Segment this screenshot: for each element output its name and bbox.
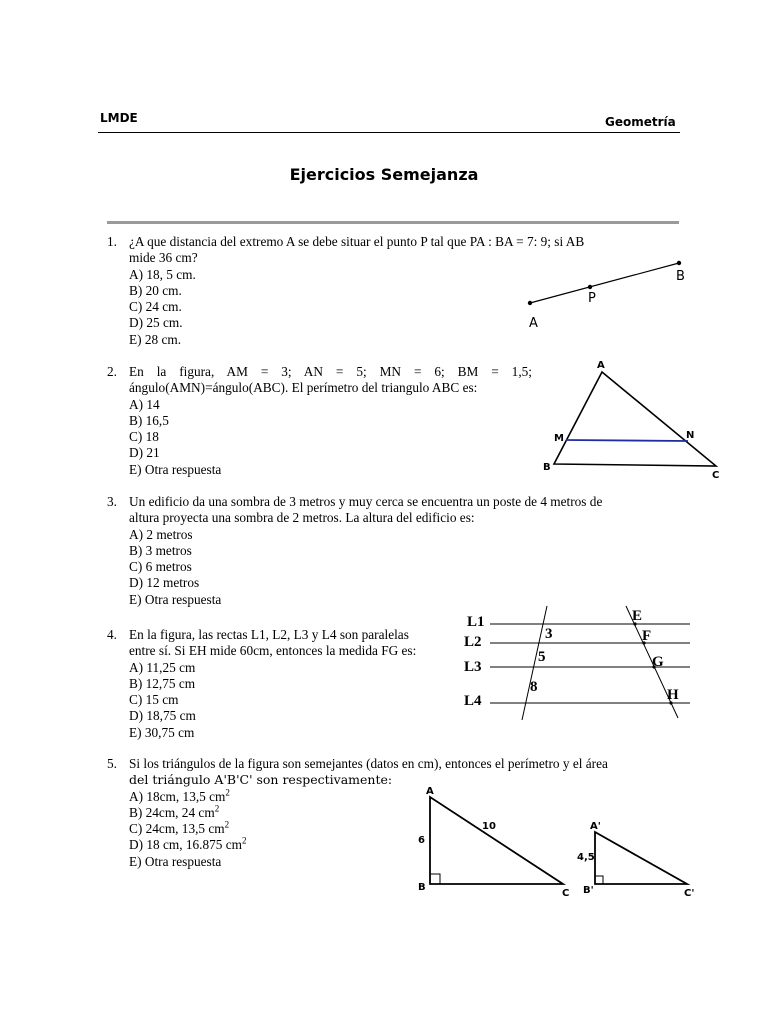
side-length: 6 [418, 835, 425, 846]
point-label: F [642, 628, 652, 644]
side-length: 4,5 [577, 852, 595, 863]
side-length: 10 [482, 821, 496, 832]
segment-value: 8 [530, 679, 538, 695]
answer-option: D) 18 cm, 16.875 $cm^2$ [129, 836, 247, 853]
answer-option: D) 12 metros [129, 575, 200, 591]
answer-option: A) 18, 5 cm. [129, 266, 196, 282]
question-stem: del triángulo A'B'C' son respectivamente: [129, 772, 393, 788]
answer-option: D) 21 [129, 445, 160, 461]
vertex-label: B [543, 462, 551, 473]
question-stem: entre sí. Si EH mide 60cm, entonces la medida FG es: [129, 643, 417, 659]
vertex-label: A [426, 786, 434, 797]
question-stem: ¿A que distancia del extremo A se debe situar el punto P tal que PA : BA = 7: 9; si AB [129, 234, 585, 249]
vertex-label: C' [684, 888, 695, 899]
header-right: Geometría [605, 115, 676, 129]
vertex-label: B' [583, 885, 594, 896]
answer-option: D) 18,75 cm [129, 708, 196, 724]
segment-value: 3 [545, 626, 553, 642]
answer-option: E) Otra respuesta [129, 853, 222, 869]
question-stem: En la figura, las rectas L1, L2, L3 y L4 son paralelas [129, 627, 409, 642]
point-label: H [667, 687, 679, 703]
point-label: A [529, 316, 538, 331]
question-stem: Si los triángulos de la figura son semejantes (datos en cm), entonces el perímetro y el área [129, 756, 608, 771]
question-number: 3. [107, 494, 117, 509]
segment-value: 5 [538, 649, 546, 665]
header-rule [98, 132, 680, 133]
answer-option: E) 30,75 cm [129, 724, 195, 740]
answer-option: B) 20 cm. [129, 282, 182, 298]
answer-option: A) 18cm, 13,5 $cm^2$ [129, 787, 230, 804]
answer-option: D) 25 cm. [129, 315, 183, 331]
answer-option: E) 28 cm. [129, 331, 182, 347]
title-separator [107, 221, 679, 224]
question-stem: mide 36 cm? [129, 250, 198, 266]
vertex-label: A' [590, 821, 601, 832]
figure-similar-triangles [410, 782, 700, 902]
vertex-label: C [712, 470, 720, 481]
answer-option: C) 18 [129, 429, 159, 445]
line-label: L1 [467, 614, 485, 630]
answer-option: B) 12,75 cm [129, 675, 196, 691]
answer-option: B) 3 metros [129, 542, 192, 558]
answer-option: A) 11,25 cm [129, 659, 196, 675]
question-stem: Un edificio da una sombra de 3 metros y muy cerca se encuentra un poste de 4 metros de [129, 494, 603, 509]
vertex-label: N [686, 430, 695, 441]
question-3 [107, 494, 667, 608]
answer-option: E) Otra respuesta [129, 591, 222, 607]
question-stem: ángulo(AMN)=ángulo(ABC). El perímetro del triangulo ABC es: [129, 380, 478, 396]
point-label: E [632, 608, 643, 624]
answer-option: B) 24cm, 24 $cm^2$ [129, 803, 220, 820]
vertex-label: M [554, 433, 564, 444]
point-label: P [588, 291, 596, 306]
answer-option: C) 24 cm. [129, 299, 182, 315]
answer-option: B) 16,5 [129, 412, 169, 428]
question-stem: altura proyecta una sombra de 2 metros. La altura del edificio es: [129, 510, 475, 526]
question-number: 2. [107, 364, 117, 379]
answer-option: C) 6 metros [129, 559, 192, 575]
page-title: Ejercicios Semejanza [289, 165, 479, 184]
vertex-label: C [562, 888, 570, 899]
question-number: 1. [107, 234, 117, 249]
answer-option: A) 2 metros [129, 526, 193, 542]
answer-option: E) Otra respuesta [129, 461, 222, 477]
answer-option: C) 24cm, 13,5 $cm^2$ [129, 819, 230, 837]
point-label: G [652, 654, 664, 670]
figure-triangle-abc [540, 358, 730, 483]
line-label: L3 [464, 659, 482, 675]
question-stem: En la figura, AM = 3; AN = 5; MN = 6; BM = 1,5; [129, 364, 532, 379]
point-label: B [676, 269, 685, 284]
line-label: L2 [464, 634, 482, 650]
vertex-label: B [418, 882, 426, 893]
header-left: LMDE [100, 111, 138, 125]
line-label: L4 [464, 693, 482, 709]
answer-option: C) 15 cm [129, 692, 179, 708]
vertex-label: A [597, 360, 605, 371]
figure-parallel-lines [460, 600, 695, 725]
question-number: 5. [107, 756, 117, 771]
question-number: 4. [107, 627, 117, 642]
answer-option: A) 14 [129, 396, 160, 412]
figure-segment-apb [520, 255, 700, 335]
